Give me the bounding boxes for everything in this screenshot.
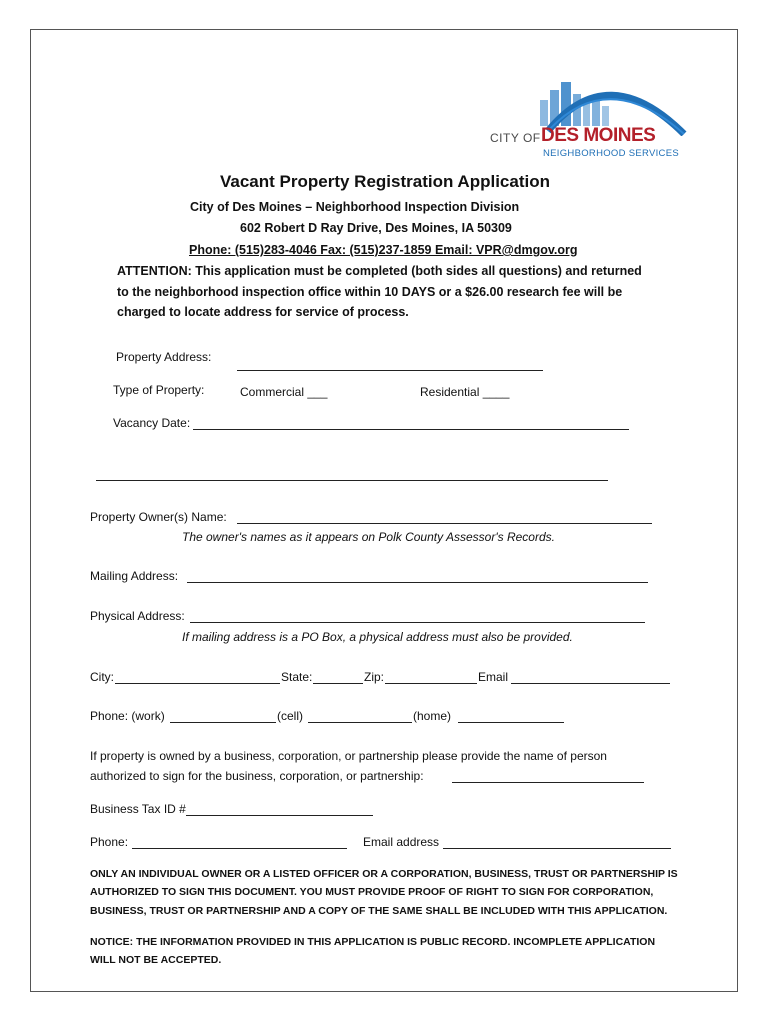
business-text-line-2: authorized to sign for the business, corporation, or partnership:	[90, 769, 424, 783]
vacancy-date-field[interactable]	[193, 429, 629, 430]
business-text-line-1: If property is owned by a business, corporation, or partnership please provide the name of person	[90, 749, 607, 763]
email-field[interactable]	[511, 683, 670, 684]
public-record-notice-line-1: NOTICE: THE INFORMATION PROVIDED IN THIS APPLICATION IS PUBLIC RECORD. INCOMPLETE APPLICATION	[90, 936, 656, 948]
attention-line-3: charged to locate address for service of process.	[117, 305, 409, 319]
zip-label: Zip:	[364, 670, 385, 684]
phone-label: Phone:	[90, 835, 129, 849]
logo-neighborhood-services: NEIGHBORHOOD SERVICES	[543, 148, 679, 159]
mailing-address-label: Mailing Address:	[90, 569, 179, 583]
authorized-notice-line-3: BUSINESS, TRUST OR PARTNERSHIP AND A COPY OF THE SAME SHALL BE INCLUDED WITH THIS APPLICATION.	[90, 905, 668, 917]
authorized-notice-line-2: AUTHORIZED TO SIGN THIS DOCUMENT. YOU MUST PROVIDE PROOF OF RIGHT TO SIGN FOR CORPORATION,	[90, 886, 654, 898]
phone-work-field[interactable]	[170, 722, 276, 723]
state-field[interactable]	[313, 683, 363, 684]
public-record-notice-line-2: WILL NOT BE ACCEPTED.	[90, 954, 222, 966]
phone-field[interactable]	[132, 848, 347, 849]
blank-line[interactable]	[96, 480, 608, 481]
authorized-person-field[interactable]	[452, 782, 644, 783]
owner-name-field[interactable]	[237, 523, 652, 524]
zip-field[interactable]	[385, 683, 477, 684]
authorized-notice-line-1: ONLY AN INDIVIDUAL OWNER OR A LISTED OFFICER OR A CORPORATION, BUSINESS, TRUST OR PARTNERSHIP IS	[90, 868, 678, 880]
logo-city-of: CITY OF	[490, 131, 541, 145]
physical-address-note: If mailing address is a PO Box, a physical address must also be provided.	[182, 630, 573, 644]
attention-line-2: to the neighborhood inspection office within 10 DAYS or a $26.00 research fee will be	[117, 285, 623, 299]
phone-home-label: (home)	[413, 709, 452, 723]
physical-address-label: Physical Address:	[90, 609, 185, 623]
property-address-field[interactable]	[237, 370, 543, 371]
physical-address-field[interactable]	[190, 622, 645, 623]
city-field[interactable]	[115, 683, 280, 684]
phone-home-field[interactable]	[458, 722, 564, 723]
residential-option[interactable]: Residential ____	[420, 385, 510, 399]
email-label: Email	[478, 670, 509, 684]
division-line: City of Des Moines – Neighborhood Inspection Division	[190, 200, 520, 214]
state-label: State:	[281, 670, 313, 684]
phone-work-label: Phone: (work)	[90, 709, 165, 723]
owner-name-note: The owner's names as it appears on Polk County Assessor's Records.	[182, 530, 555, 544]
attention-line-1: ATTENTION: This application must be completed (both sides all questions) and returned	[117, 264, 642, 278]
contact-line: Phone: (515)283-4046 Fax: (515)237-1859 Email: VPR@dmgov.org	[189, 243, 578, 257]
email-address-field[interactable]	[443, 848, 671, 849]
phone-cell-field[interactable]	[308, 722, 412, 723]
city-logo	[488, 76, 688, 162]
email-address-label: Email address	[363, 835, 440, 849]
office-address: 602 Robert D Ray Drive, Des Moines, IA 50309	[240, 221, 512, 235]
mailing-address-field[interactable]	[187, 582, 648, 583]
phone-cell-label: (cell)	[277, 709, 303, 723]
logo-des-moines: DES MOINES	[541, 125, 656, 146]
owner-name-label: Property Owner(s) Name:	[90, 510, 227, 524]
page-title: Vacant Property Registration Application	[220, 172, 550, 191]
commercial-option[interactable]: Commercial ___	[240, 385, 328, 399]
business-tax-id-label: Business Tax ID #	[90, 802, 186, 816]
property-address-label: Property Address:	[116, 350, 212, 364]
vacancy-date-label: Vacancy Date:	[113, 416, 191, 430]
business-tax-id-field[interactable]	[186, 815, 373, 816]
type-of-property-label: Type of Property:	[113, 383, 205, 397]
city-label: City:	[90, 670, 114, 684]
